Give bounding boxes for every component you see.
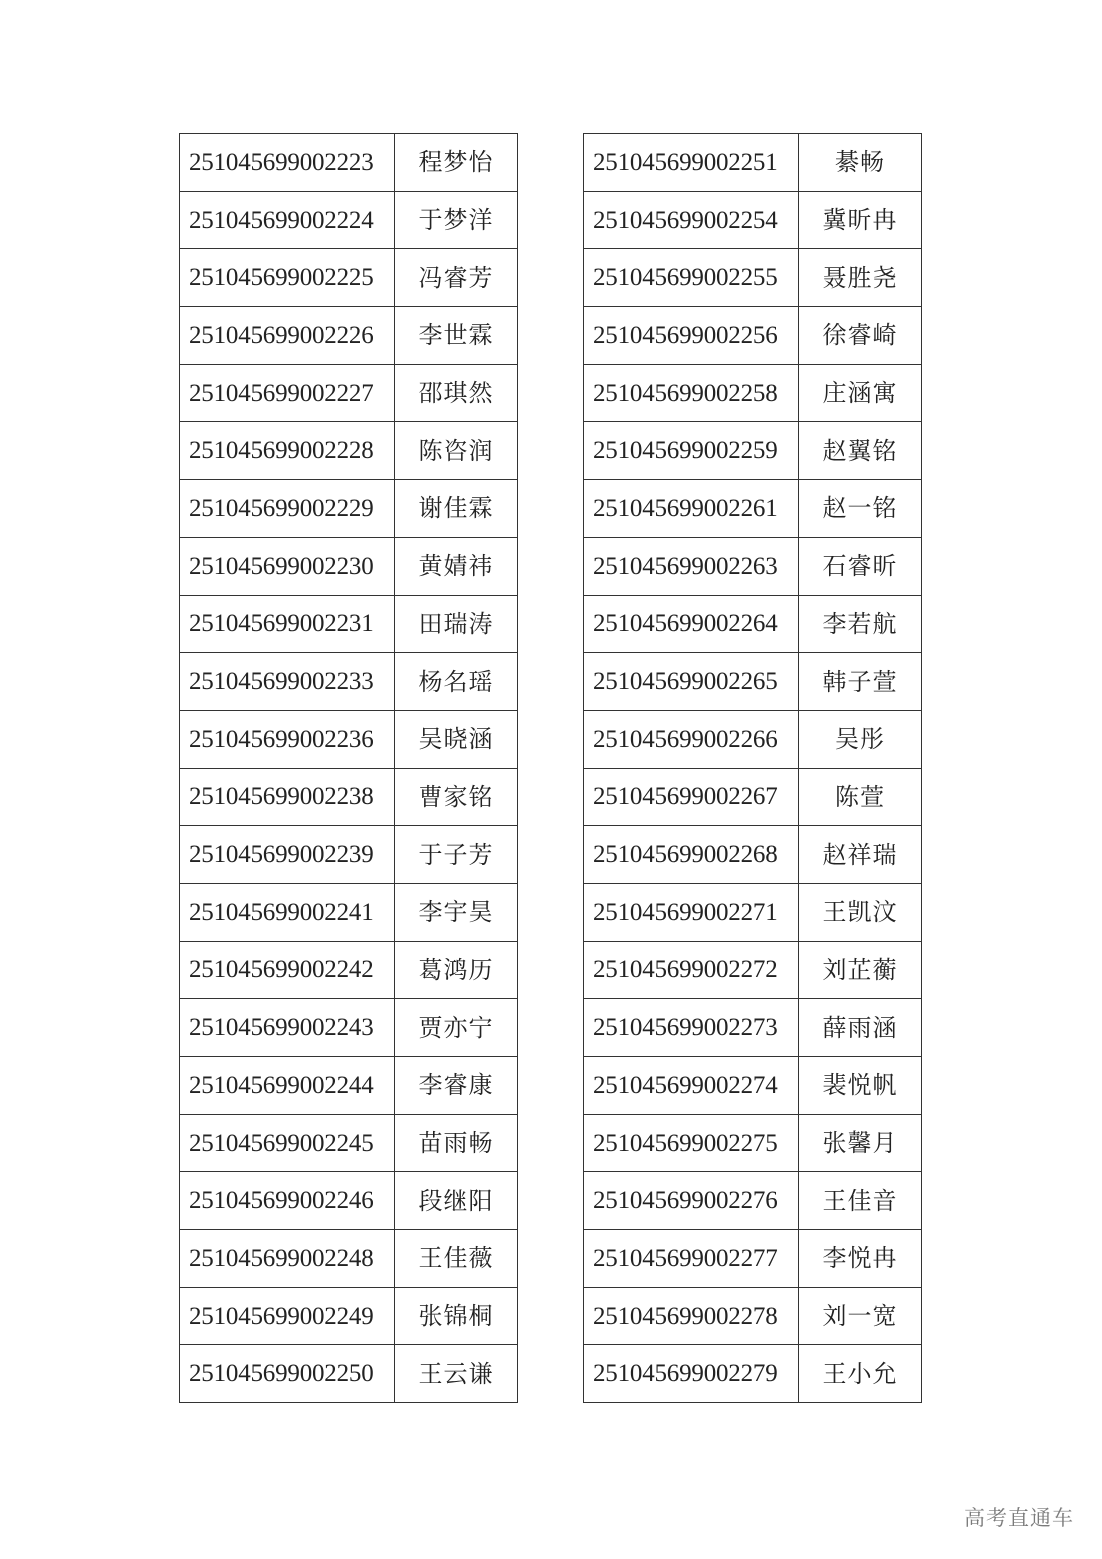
student-name-cell: 邵琪然 (395, 364, 518, 422)
table-row (584, 537, 922, 595)
table-row (180, 307, 518, 365)
student-name-cell: 陈咨润 (395, 422, 518, 480)
student-name-cell: 黄婧祎 (395, 537, 518, 595)
table-row (180, 826, 518, 884)
student-name-cell: 于梦洋 (395, 191, 518, 249)
student-id-cell: 251045699002276 (584, 1172, 799, 1230)
table-row (180, 710, 518, 768)
table-row (180, 999, 518, 1057)
student-name-cell: 张馨月 (799, 1114, 922, 1172)
student-id-cell: 251045699002231 (180, 595, 395, 653)
student-name-cell: 张锦桐 (395, 1287, 518, 1345)
student-id-cell: 251045699002275 (584, 1114, 799, 1172)
table-row (584, 422, 922, 480)
table-row (180, 1345, 518, 1403)
student-id-cell: 251045699002226 (180, 307, 395, 365)
student-name-cell: 薛雨涵 (799, 999, 922, 1057)
table-row (180, 249, 518, 307)
student-id-cell: 251045699002255 (584, 249, 799, 307)
student-id-cell: 251045699002271 (584, 883, 799, 941)
student-name-cell: 王云谦 (395, 1345, 518, 1403)
student-name-cell: 苗雨畅 (395, 1114, 518, 1172)
student-name-cell: 谢佳霖 (395, 480, 518, 538)
student-id-cell: 251045699002242 (180, 941, 395, 999)
student-id-cell: 251045699002249 (180, 1287, 395, 1345)
student-name-cell: 赵祥瑞 (799, 826, 922, 884)
student-id-cell: 251045699002256 (584, 307, 799, 365)
student-id-cell: 251045699002236 (180, 710, 395, 768)
student-id-cell: 251045699002251 (584, 134, 799, 192)
table-row (180, 1114, 518, 1172)
student-id-cell: 251045699002254 (584, 191, 799, 249)
table-row (584, 134, 922, 192)
student-name-cell: 杨名瑶 (395, 653, 518, 711)
table-row (180, 1172, 518, 1230)
table-row (584, 999, 922, 1057)
student-id-cell: 251045699002273 (584, 999, 799, 1057)
student-id-cell: 251045699002248 (180, 1230, 395, 1288)
student-name-cell: 徐睿崎 (799, 307, 922, 365)
table-row (180, 768, 518, 826)
student-id-cell: 251045699002241 (180, 883, 395, 941)
table-row (584, 768, 922, 826)
table-row (584, 883, 922, 941)
student-id-cell: 251045699002277 (584, 1230, 799, 1288)
table-row (180, 480, 518, 538)
student-name-cell: 赵一铭 (799, 480, 922, 538)
student-name-cell: 李宇昊 (395, 883, 518, 941)
student-id-cell: 251045699002268 (584, 826, 799, 884)
student-id-cell: 251045699002223 (180, 134, 395, 192)
student-id-cell: 251045699002228 (180, 422, 395, 480)
table-row (180, 537, 518, 595)
student-name-cell: 王佳音 (799, 1172, 922, 1230)
student-name-cell: 刘一宽 (799, 1287, 922, 1345)
student-id-cell: 251045699002243 (180, 999, 395, 1057)
table-row (180, 1287, 518, 1345)
student-id-cell: 251045699002230 (180, 537, 395, 595)
table-row (584, 364, 922, 422)
student-id-cell: 251045699002229 (180, 480, 395, 538)
student-id-cell: 251045699002239 (180, 826, 395, 884)
student-name-cell: 王小允 (799, 1345, 922, 1403)
student-id-cell: 251045699002245 (180, 1114, 395, 1172)
table-row (584, 710, 922, 768)
table-row (180, 653, 518, 711)
table-row (584, 941, 922, 999)
student-name-cell: 刘芷蘅 (799, 941, 922, 999)
student-name-cell: 李悦冉 (799, 1230, 922, 1288)
student-id-cell: 251045699002265 (584, 653, 799, 711)
table-row (584, 826, 922, 884)
student-name-cell: 段继阳 (395, 1172, 518, 1230)
table-row (584, 653, 922, 711)
student-name-cell: 裴悦帆 (799, 1057, 922, 1115)
student-id-cell: 251045699002261 (584, 480, 799, 538)
student-id-cell: 251045699002278 (584, 1287, 799, 1345)
student-id-cell: 251045699002238 (180, 768, 395, 826)
student-id-cell: 251045699002258 (584, 364, 799, 422)
student-name-cell: 庄涵寓 (799, 364, 922, 422)
roster-table-right (583, 133, 922, 1403)
table-row (180, 364, 518, 422)
student-name-cell: 李若航 (799, 595, 922, 653)
student-name-cell: 綦畅 (799, 134, 922, 192)
student-name-cell: 王佳薇 (395, 1230, 518, 1288)
student-id-cell: 251045699002246 (180, 1172, 395, 1230)
student-name-cell: 贾亦宁 (395, 999, 518, 1057)
student-id-cell: 251045699002259 (584, 422, 799, 480)
student-name-cell: 王凯汶 (799, 883, 922, 941)
student-name-cell: 冀昕冉 (799, 191, 922, 249)
roster-table-right-body (584, 134, 922, 1403)
table-row (584, 191, 922, 249)
roster-table-left-body (180, 134, 518, 1403)
roster-table-left (179, 133, 518, 1403)
student-name-cell: 吴晓涵 (395, 710, 518, 768)
student-name-cell: 程梦怡 (395, 134, 518, 192)
table-row (584, 480, 922, 538)
table-row (584, 1057, 922, 1115)
student-name-cell: 田瑞涛 (395, 595, 518, 653)
table-row (180, 1230, 518, 1288)
student-name-cell: 葛鸿历 (395, 941, 518, 999)
student-name-cell: 于子芳 (395, 826, 518, 884)
student-id-cell: 251045699002279 (584, 1345, 799, 1403)
table-row (584, 1287, 922, 1345)
student-id-cell: 251045699002264 (584, 595, 799, 653)
table-row (584, 595, 922, 653)
student-name-cell: 冯睿芳 (395, 249, 518, 307)
table-row (584, 1114, 922, 1172)
student-name-cell: 赵翼铭 (799, 422, 922, 480)
student-id-cell: 251045699002233 (180, 653, 395, 711)
table-row (180, 422, 518, 480)
student-name-cell: 石睿昕 (799, 537, 922, 595)
student-name-cell: 曹家铭 (395, 768, 518, 826)
student-id-cell: 251045699002263 (584, 537, 799, 595)
student-name-cell: 吴彤 (799, 710, 922, 768)
table-row (584, 1345, 922, 1403)
student-id-cell: 251045699002225 (180, 249, 395, 307)
table-row (584, 1172, 922, 1230)
student-name-cell: 聂胜尧 (799, 249, 922, 307)
student-name-cell: 陈萱 (799, 768, 922, 826)
table-row (180, 134, 518, 192)
student-id-cell: 251045699002267 (584, 768, 799, 826)
student-name-cell: 李睿康 (395, 1057, 518, 1115)
table-row (180, 883, 518, 941)
student-id-cell: 251045699002272 (584, 941, 799, 999)
student-name-cell: 李世霖 (395, 307, 518, 365)
student-id-cell: 251045699002227 (180, 364, 395, 422)
table-row (180, 1057, 518, 1115)
table-row (180, 191, 518, 249)
table-row (584, 1230, 922, 1288)
table-row (180, 941, 518, 999)
student-id-cell: 251045699002266 (584, 710, 799, 768)
table-row (180, 595, 518, 653)
student-id-cell: 251045699002244 (180, 1057, 395, 1115)
table-row (584, 249, 922, 307)
table-row (584, 307, 922, 365)
watermark-text: 高考直通车 (964, 1506, 1074, 1530)
student-name-cell: 韩子萱 (799, 653, 922, 711)
student-id-cell: 251045699002224 (180, 191, 395, 249)
student-id-cell: 251045699002274 (584, 1057, 799, 1115)
student-id-cell: 251045699002250 (180, 1345, 395, 1403)
